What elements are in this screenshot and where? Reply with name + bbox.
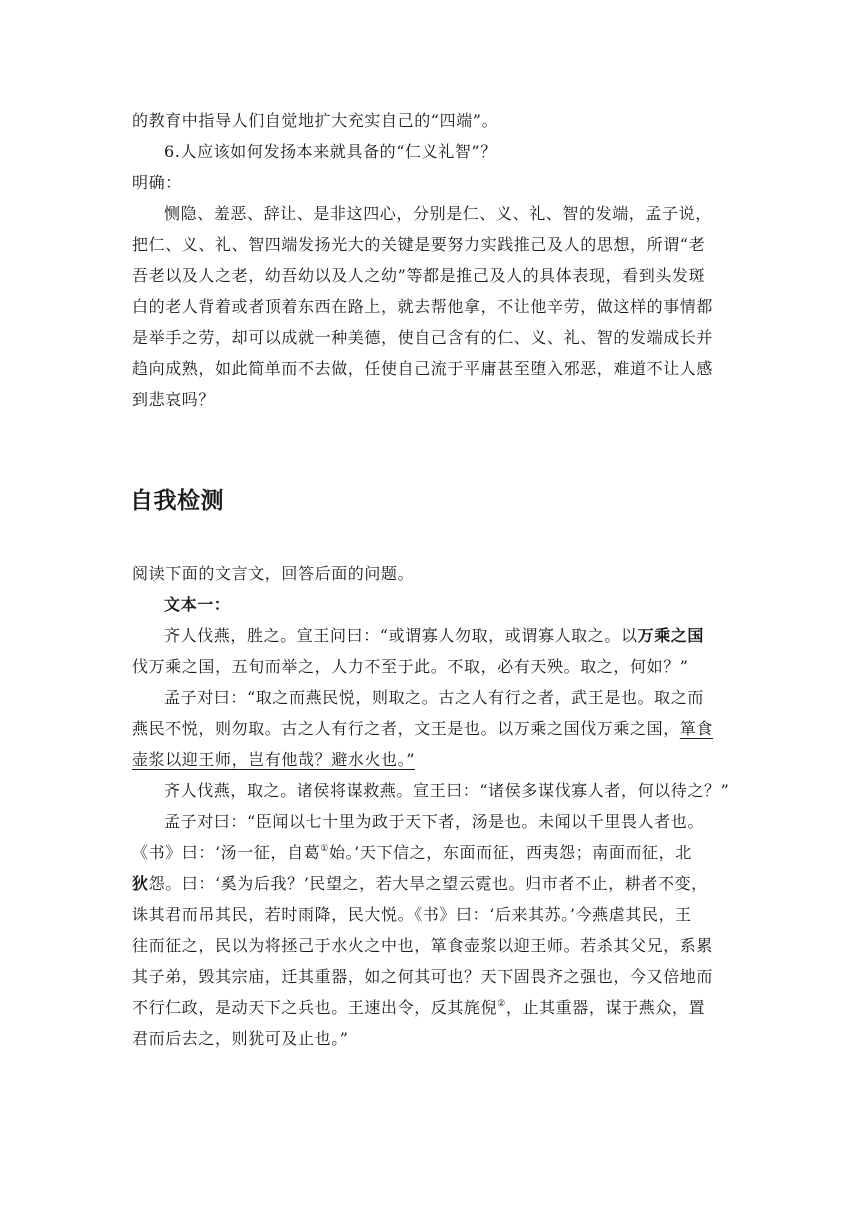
para1-line1: 齐人伐燕，胜之。宣王问曰：“或谓寡人勿取，或谓寡人取之。以万乘之国 bbox=[164, 626, 704, 645]
text-label: 文本一： bbox=[164, 595, 231, 614]
para4-line5: 往而征之，民以为将拯己于水火之中也，箪食壶浆以迎王师。若杀其父兄，系累 bbox=[132, 936, 714, 955]
para2-line3 bbox=[132, 744, 732, 775]
answer-line: 是举手之劳，却可以成就一种美德，使自己含有的仁、义、礼、智的发端成长并 bbox=[132, 328, 714, 347]
para4-line1: 孟子对曰：“臣闻以七十里为政于天下者，汤是也。未闻以千里畏人者也。 bbox=[164, 812, 704, 831]
section-title: 自我检测 bbox=[130, 488, 224, 514]
underlined-phrase: 箪食 bbox=[679, 719, 714, 738]
answer-line: 到悲哀吗？ bbox=[132, 390, 216, 409]
para4-line2: 《书》曰：‘汤一征，自葛①始。’天下信之，东面而征，西夷怨；南面而征，北 bbox=[132, 843, 692, 862]
answer-line: 恻隐、羞恶、辞让、是非这四心，分别是仁、义、礼、智的发端，孟子说， bbox=[164, 204, 712, 223]
continuation-line: 的教育中指导人们自觉地扩大充实自己的“四端”。 bbox=[132, 111, 499, 130]
answer-line: 趋向成熟，如此简单而不去做，任使自己流于平庸甚至堕入邪恶，难道不让人感 bbox=[132, 359, 714, 378]
para2-line2: 燕民不悦，则勿取。古之人有行之者，文王是也。以万乘之国伐万乘之国，箪食 bbox=[132, 719, 714, 738]
para4-line6: 其子弟，毁其宗庙，迁其重器，如之何其可也？天下固畏齐之强也，今又倍地而 bbox=[132, 967, 714, 986]
footnote-marker-1: ① bbox=[320, 844, 329, 854]
para4-line8: 君而后去之，则犹可及止也。” bbox=[132, 1029, 349, 1048]
underlined-phrase: 壶浆以迎王师，岂有他哉？避水火也。” bbox=[132, 750, 415, 769]
top-block bbox=[132, 105, 732, 415]
bold-phrase: 万乘之国 bbox=[637, 626, 704, 645]
answer-label: 明确： bbox=[132, 173, 182, 192]
para4-line4: 诛其君而吊其民，若时雨降，民大悦。《书》曰：‘后来其苏。’今燕虐其民，王 bbox=[132, 905, 692, 924]
answer-line: 白的老人背着或者顶着东西在路上，就去帮他拿，不让他辛劳，做这样的事情都 bbox=[132, 297, 714, 316]
para2-line1: 孟子对曰：“取之而燕民悦，则取之。古之人有行之者，武王是也。取之而 bbox=[164, 688, 704, 707]
answer-line: 把仁、义、礼、智四端发扬光大的关键是要努力实践推己及人的思想，所谓“老 bbox=[132, 235, 706, 254]
footnote-marker-2: ② bbox=[497, 999, 506, 1009]
intro-text: 阅读下面的文言文，回答后面的问题。 bbox=[132, 564, 415, 583]
para3-line1: 齐人伐燕，取之。诸侯将谋救燕。宣王曰：“诸侯多谋伐寡人者，何以待之？” bbox=[164, 781, 730, 800]
reading-block bbox=[132, 558, 732, 1054]
answer-line: 吾老以及人之老，幼吾幼以及人之幼”等都是推己及人的具体表现，看到头发斑 bbox=[132, 266, 706, 285]
question-6: 6.人应该如何发扬本来就具备的“仁义礼智”？ bbox=[164, 142, 497, 161]
para1-line2: 伐万乘之国，五旬而举之，人力不至于此。不取，必有天殃。取之，何如？” bbox=[132, 657, 689, 676]
para4-line7: 不行仁政，是动天下之兵也。王速出令，反其旄倪②，止其重器，谋于燕众，置 bbox=[132, 998, 706, 1017]
para4-line3: 狄怨。曰：‘奚为后我？’民望之，若大旱之望云霓也。归市者不止，耕者不变， bbox=[132, 874, 708, 893]
